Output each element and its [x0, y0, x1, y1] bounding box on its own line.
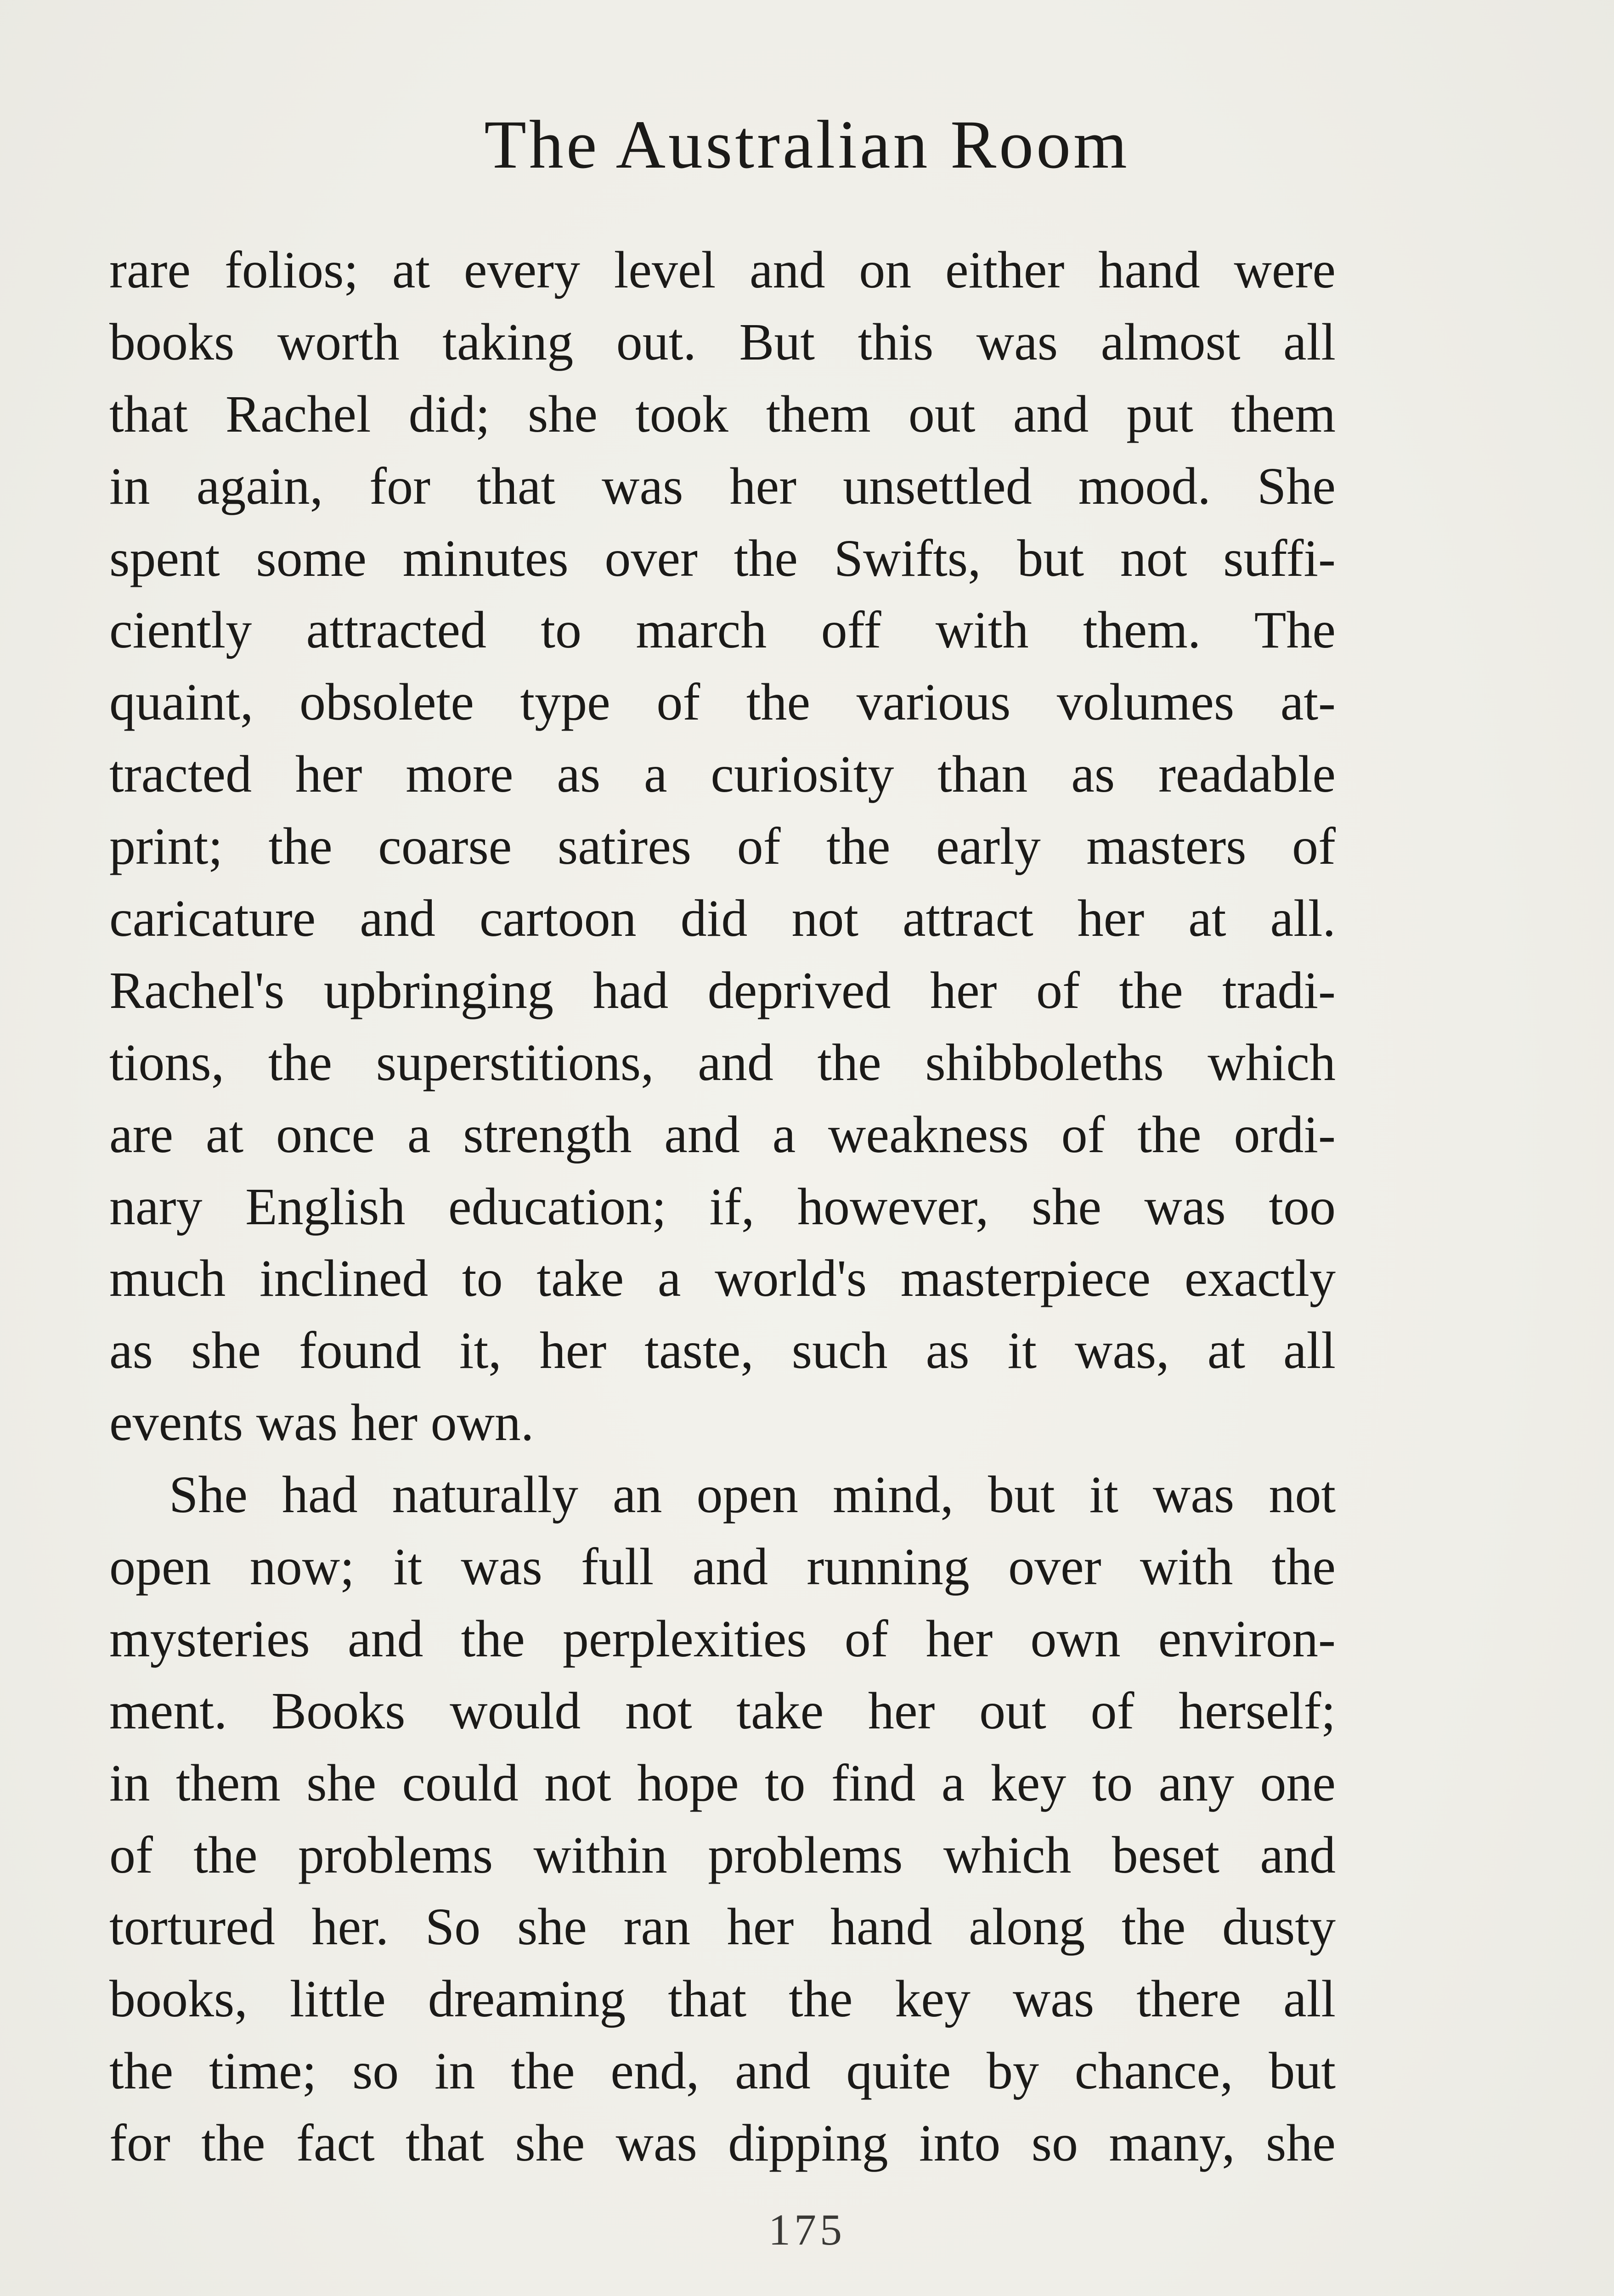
text-line: in them she could not hope to find a key to any one	[109, 1753, 1336, 1812]
text-line: books worth taking out. But this was almost all	[109, 312, 1336, 371]
text-line: rare folios; at every level and on either hand were	[109, 241, 1336, 299]
text-line: events was her own.	[109, 1393, 534, 1452]
text-line: in again, for that was her unsettled mood. She	[109, 456, 1336, 515]
text-line: tortured her. So she ran her hand along the dusty	[109, 1897, 1336, 1956]
text-line: ciently attracted to march off with them. The	[109, 601, 1336, 659]
text-line: for the fact that she was dipping into so many, she	[109, 2114, 1336, 2172]
text-line: much inclined to take a world's masterpiece exactly	[109, 1249, 1336, 1308]
text-line: She had naturally an open mind, but it was not	[169, 1465, 1336, 1524]
text-line: open now; it was full and running over with the	[109, 1537, 1336, 1596]
text-line: of the problems within problems which beset and	[109, 1825, 1336, 1884]
page-number: 175	[768, 2205, 846, 2254]
text-line: as she found it, her taste, such as it was, at all	[109, 1321, 1336, 1380]
text-line: print; the coarse satires of the early masters of	[109, 817, 1336, 876]
text-line: spent some minutes over the Swifts, but not suffi-	[109, 529, 1336, 587]
text-line: books, little dreaming that the key was there all	[109, 1970, 1336, 2028]
text-line: quaint, obsolete type of the various volumes at-	[109, 673, 1336, 732]
text-line: nary English education; if, however, she was too	[109, 1177, 1336, 1236]
text-line: Rachel's upbringing had deprived her of the tradi-	[109, 961, 1336, 1019]
text-line: tracted her more as a curiosity than as readable	[109, 745, 1336, 804]
text-line: mysteries and the perplexities of her own environ-	[109, 1609, 1336, 1668]
text-line: the time; so in the end, and quite by chance, but	[109, 2042, 1336, 2100]
text-line: are at once a strength and a weakness of the ordi-	[109, 1105, 1336, 1164]
text-line: that Rachel did; she took them out and put them	[109, 384, 1336, 443]
running-header: The Australian Room	[484, 107, 1130, 183]
body-text	[109, 234, 1336, 2179]
text-line: tions, the superstitions, and the shibboleths which	[109, 1033, 1336, 1092]
text-line: caricature and cartoon did not attract her at all.	[109, 889, 1336, 948]
text-line: ment. Books would not take her out of herself;	[109, 1681, 1336, 1740]
